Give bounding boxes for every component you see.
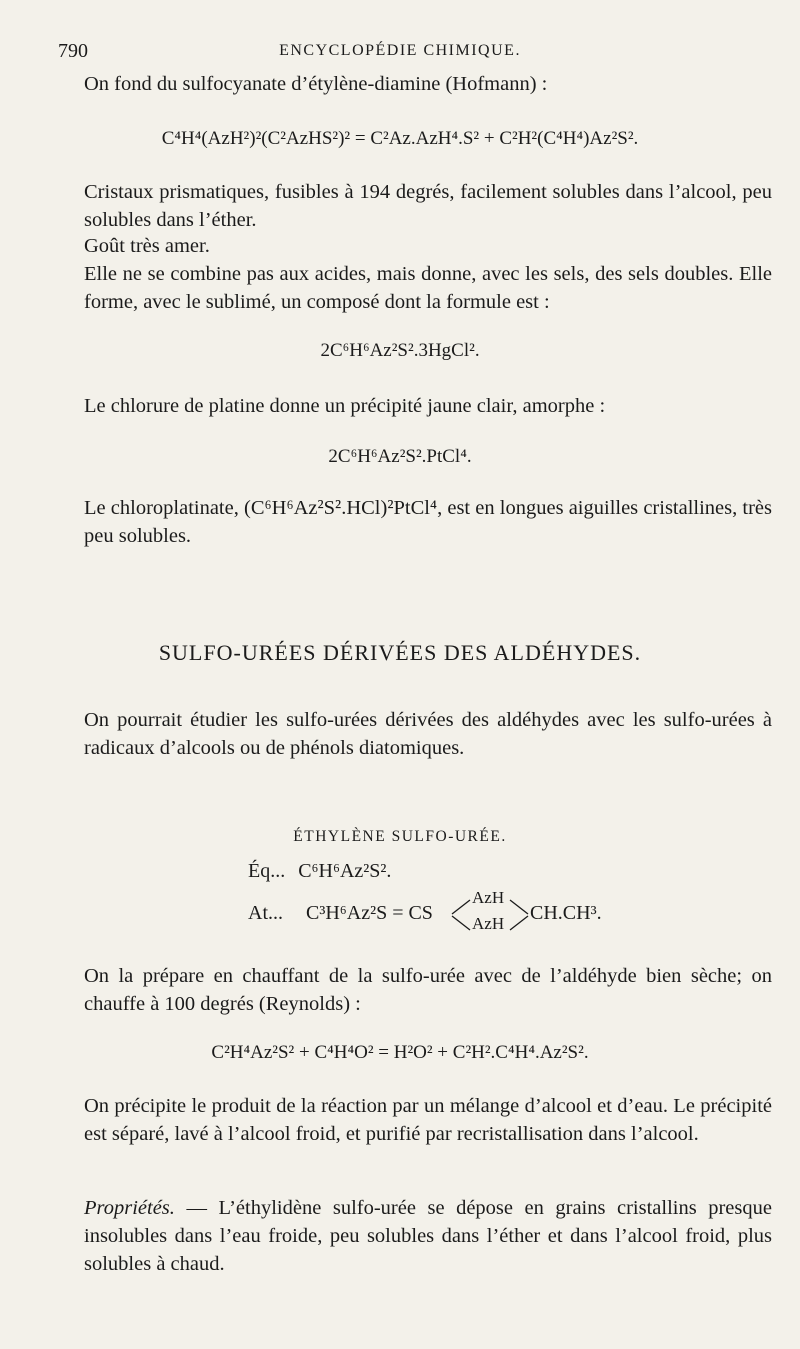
formula-3: 2C⁶H⁶Az²S².PtCl⁴. <box>328 446 472 467</box>
paragraph-1-text: Cristaux prismatiques, fusibles à 194 degrés, facilement solubles dans l’alcool, peu solubles dans l’éther. <box>84 181 772 231</box>
properties-paragraph <box>84 1194 772 1278</box>
at-tail: CH.CH³. <box>530 902 602 924</box>
bracket-lines <box>248 890 668 940</box>
equivalent-formula-line <box>248 860 391 883</box>
formula-1: C⁴H⁴(AzH²)²(C²AzHS²)² = C²Az.AzH⁴.S² + C²H²(C⁴H⁴)Az²S². <box>161 128 639 149</box>
properties-body: — L’éthylidène sulfo-urée se dépose en grains cristallins presque insolubles dans l’eau froide, peu solubles dans l’éther et dans l’alcool froid, plus solubles à chaud. <box>84 1197 772 1275</box>
running-title: ENCYCLOPÉDIE CHIMIQUE. <box>279 42 521 59</box>
paragraph-7-text: On la prépare en chauffant de la sulfo-urée avec de l’aldéhyde bien sèche; on chauffe à 100 degrés (Reynolds) : <box>84 965 772 1015</box>
eq-label: Éq... <box>248 860 286 882</box>
paragraph-8-text: On précipite le produit de la réaction par un mélange d’alcool et d’eau. Le précipité est séparé, lavé à l’alcool froid, et purifié par recristallisation dans l’alcool. <box>84 1095 772 1145</box>
running-header <box>0 40 800 64</box>
section-title: SULFO-URÉES DÉRIVÉES DES ALDÉHYDES. <box>158 640 642 665</box>
subsection-title: ÉTHYLÈNE SULFO-URÉE. <box>293 828 507 845</box>
paragraph-4 <box>84 392 772 420</box>
paragraph-1 <box>84 178 772 234</box>
properties-label: Propriétés. <box>84 1197 175 1219</box>
atomic-formula-structure <box>248 890 668 940</box>
paragraph-3-text: Elle ne se combine pas aux acides, mais donne, avec les sels, des sels doubles. Elle forme, avec le sublimé, un composé dont la formule est : <box>84 263 772 313</box>
paragraph-2-text: Goût très amer. <box>84 235 210 257</box>
paragraph-7 <box>84 962 772 1018</box>
paragraph-6 <box>84 706 772 762</box>
formula-2: 2C⁶H⁶Az²S².3HgCl². <box>320 340 480 361</box>
paragraph-3 <box>84 260 772 316</box>
intro-text: On fond du sulfocyanate d’étylène-diamine (Hofmann) : <box>84 73 548 95</box>
at-group-top: AzH <box>472 888 505 907</box>
page-number: 790 <box>58 40 88 62</box>
at-group-bottom: AzH <box>472 914 505 933</box>
properties-text <box>84 1194 772 1278</box>
paragraph-4-text: Le chlorure de platine donne un précipité jaune clair, amorphe : <box>84 395 606 417</box>
eq-formula: C⁶H⁶Az²S². <box>298 860 392 882</box>
at-label: At... <box>248 902 283 924</box>
paragraph-6-text: On pourrait étudier les sulfo-urées dérivées des aldéhydes avec les sulfo-urées à radicaux d’alcools ou de phénols diatomiques. <box>84 709 772 759</box>
paragraph-5 <box>84 494 772 550</box>
paragraph-8 <box>84 1092 772 1148</box>
at-formula: C³H⁶Az²S = CS <box>306 902 433 924</box>
paragraph-2 <box>84 232 772 260</box>
paragraph-5-text: Le chloroplatinate, (C⁶H⁶Az²S².HCl)²PtCl⁴, est en longues aiguilles cristallines, très peu solubles. <box>84 497 772 547</box>
formula-4: C²H⁴Az²S² + C⁴H⁴O² = H²O² + C²H².C⁴H⁴.Az²S². <box>211 1042 589 1063</box>
intro-line <box>84 70 772 98</box>
